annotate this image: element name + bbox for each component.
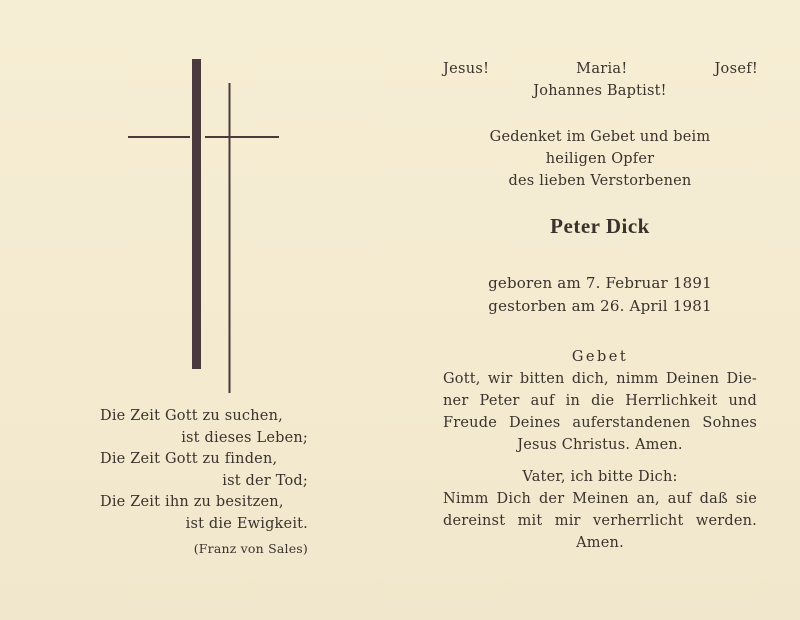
petition-line: Nimm Dich der Meinen an, auf daß sie <box>443 491 757 507</box>
prayer-title: Gebet <box>571 349 629 365</box>
poem-line: Die Zeit ihn zu besitzen, <box>100 494 284 510</box>
life-dates <box>440 272 760 318</box>
prayer-line: Freude Deines auferstandenen Sohnes <box>443 415 757 431</box>
birth-date: geboren am 7. Februar 1891 <box>488 274 712 292</box>
poem <box>100 406 308 560</box>
poem-line: ist dieses Leben; <box>181 429 308 446</box>
intro-line: heiligen Opfer <box>545 151 655 167</box>
intro-line: des lieben Verstorbenen <box>508 173 692 189</box>
cross-icon <box>0 0 400 400</box>
cross-main-beam <box>192 59 201 369</box>
poem-line: ist die Ewigkeit. <box>185 515 308 532</box>
header-name-maria: Maria! <box>576 61 628 77</box>
prayer-line: Gott, wir bitten dich, nimm Deinen Die- <box>443 371 757 387</box>
petition-line: Amen. <box>576 535 624 551</box>
poem-line: ist der Tod; <box>222 472 308 489</box>
prayer-line: Jesus Christus. Amen. <box>517 437 683 453</box>
poem-line: Die Zeit Gott zu finden, <box>100 451 278 467</box>
prayer-text <box>443 368 757 456</box>
header-second-line: Johannes Baptist! <box>533 83 667 99</box>
poem-author: (Franz von Sales) <box>193 541 308 556</box>
death-date: gestorben am 26. April 1981 <box>488 297 712 315</box>
cross-right-arm <box>205 136 279 138</box>
petition-line: dereinst mit mir verherrlicht werden. <box>443 513 757 529</box>
header-names <box>443 61 758 77</box>
prayer-line: ner Peter auf in die Herrlichkeit und <box>443 393 757 409</box>
petition-line: Vater, ich bitte Dich: <box>522 469 678 485</box>
petition-text <box>443 466 757 554</box>
poem-line: Die Zeit Gott zu suchen, <box>100 408 283 424</box>
intro-line: Gedenket im Gebet und beim <box>489 129 711 145</box>
cross-left-arm <box>128 136 190 138</box>
intro-text <box>440 126 760 192</box>
header-name-jesus: Jesus! <box>443 61 490 77</box>
header-name-josef: Josef! <box>714 61 758 77</box>
cross-thin-beam <box>229 83 231 393</box>
deceased-name: Peter Dick <box>550 214 650 238</box>
